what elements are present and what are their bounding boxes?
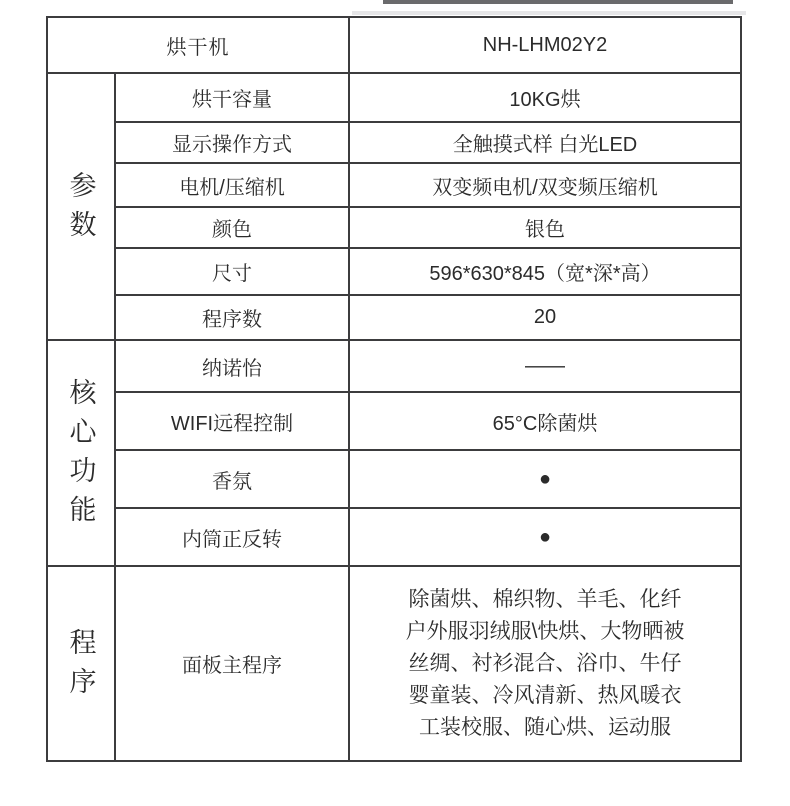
table-row xyxy=(47,508,741,566)
table-row xyxy=(47,340,741,392)
program-line: 除菌烘、棉织物、羊毛、化纤 xyxy=(408,587,682,611)
program-line: 丝绸、衬衫混合、浴巾、牛仔 xyxy=(408,651,682,675)
table-row xyxy=(47,207,741,248)
spec-label: 尺寸 xyxy=(115,248,349,295)
spec-value: 银色 xyxy=(349,207,741,248)
table-row xyxy=(47,295,741,340)
table-row xyxy=(47,566,741,761)
table-row xyxy=(47,392,741,450)
spec-label: 纳诺怡 xyxy=(115,340,349,392)
feature-dot-icon: ● xyxy=(349,450,741,508)
model-number-cell: NH-LHM02Y2 xyxy=(349,17,741,73)
spec-label: WIFI远程控制 xyxy=(115,392,349,450)
program-line: 户外服羽绒服\快烘、大物晒被 xyxy=(405,619,685,643)
section-label-programs: 程序 xyxy=(47,566,115,761)
spec-label: 电机/压缩机 xyxy=(115,163,349,207)
spec-value: 596*630*845（宽*深*高） xyxy=(349,248,741,295)
spec-label: 香氛 xyxy=(115,450,349,508)
section-label-parameters: 参数 xyxy=(47,73,115,340)
program-line: 工装校服、随心烘、运动服 xyxy=(419,715,671,739)
table-row xyxy=(47,248,741,295)
feature-dot-icon: ● xyxy=(349,508,741,566)
table-row xyxy=(47,73,741,122)
program-list-cell xyxy=(349,566,741,761)
product-name-cell: 烘干机 xyxy=(47,17,349,73)
spec-label: 面板主程序 xyxy=(115,566,349,761)
header-row xyxy=(47,17,741,73)
table-row xyxy=(47,163,741,207)
spec-value: 20 xyxy=(349,295,741,340)
program-list xyxy=(350,584,740,744)
spec-label: 内筒正反转 xyxy=(115,508,349,566)
spec-value: 全触摸式样 白光LED xyxy=(349,122,741,163)
spec-value-dash: —— xyxy=(349,340,741,392)
spec-value: 65°C除菌烘 xyxy=(349,392,741,450)
spec-value: 双变频电机/双变频压缩机 xyxy=(349,163,741,207)
table-row xyxy=(47,450,741,508)
program-line: 婴童装、冷风清新、热风暖衣 xyxy=(408,683,682,707)
spec-label: 烘干容量 xyxy=(115,73,349,122)
cropped-element-border xyxy=(383,0,733,4)
spec-label: 程序数 xyxy=(115,295,349,340)
spec-label: 颜色 xyxy=(115,207,349,248)
product-spec-table xyxy=(46,16,742,762)
table-row xyxy=(47,122,741,163)
cropped-element-shadow xyxy=(352,11,746,15)
section-label-core-functions: 核心功能 xyxy=(47,340,115,566)
spec-value: 10KG烘 xyxy=(349,73,741,122)
spec-label: 显示操作方式 xyxy=(115,122,349,163)
